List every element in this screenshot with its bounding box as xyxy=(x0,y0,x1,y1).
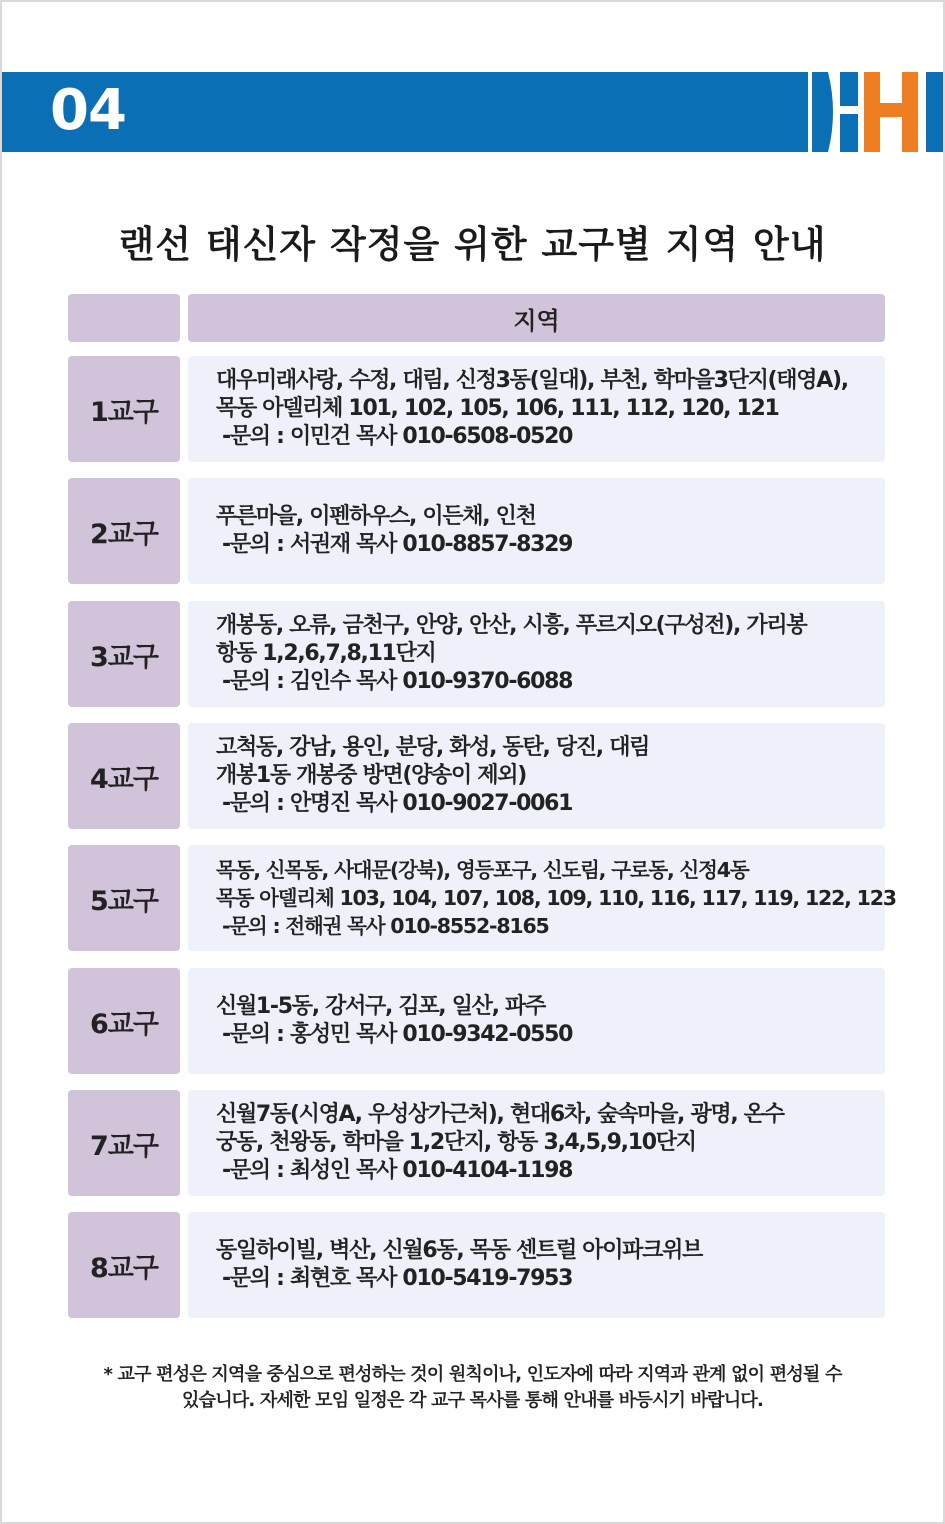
region-line: 궁동, 천왕동, 학마을 1,2단지, 항동 3,4,5,9,10단지 xyxy=(216,1130,696,1155)
region-line: 신월1-5동, 강서구, 김포, 일산, 파주 xyxy=(216,994,545,1019)
district-regions xyxy=(188,1212,885,1318)
region-line: 개봉동, 오류, 금천구, 안양, 안산, 시흥, 푸르지오(구성전), 가리봉 xyxy=(216,613,807,638)
page-number: 04 xyxy=(50,78,126,143)
contact-line: -문의 : 홍성민 목사 010-9342-0550 xyxy=(222,1022,573,1047)
district-regions xyxy=(188,845,896,951)
region-line: 신월7동(시영A, 우성상가근처), 현대6차, 숲속마을, 광명, 온수 xyxy=(216,1102,784,1127)
district-regions xyxy=(188,723,885,829)
contact-line: -문의 : 안명진 목사 010-9027-0061 xyxy=(222,791,573,816)
page-title: 랜선 태신자 작정을 위한 교구별 지역 안내 xyxy=(118,223,827,266)
contact-line: -문의 : 서권재 목사 010-8857-8329 xyxy=(222,532,573,557)
contact-line: -문의 : 최성인 목사 010-4104-1198 xyxy=(222,1158,573,1183)
district-regions xyxy=(188,356,885,462)
district-label: 4교구 xyxy=(68,723,180,829)
region-line: 동일하이빌, 벽산, 신월6동, 목동 센트럴 아이파크위브 xyxy=(216,1238,702,1263)
region-line: 고척동, 강남, 용인, 분당, 화성, 동탄, 당진, 대림 xyxy=(216,735,650,760)
footnote-line: 있습니다. 자세한 모임 일정은 각 교구 목사를 통해 안내를 바등시기 바랍니다. xyxy=(182,1390,763,1411)
header-bar xyxy=(2,72,943,152)
contact-line: -문의 : 김인수 목사 010-9370-6088 xyxy=(222,669,573,694)
table-header-region: 지역 xyxy=(188,294,885,342)
footnote xyxy=(2,1362,943,1414)
district-label: 5교구 xyxy=(68,845,180,951)
church-logo-icon xyxy=(804,72,943,152)
footnote-line: * 교구 편성은 지역을 중심으로 편성하는 것이 원칙이나, 인도자에 따라 지역과 관계 없이 편성될 수 xyxy=(103,1364,842,1385)
contact-line: -문의 : 최현호 목사 010-5419-7953 xyxy=(222,1266,573,1291)
district-label: 1교구 xyxy=(68,356,180,462)
region-line: 푸른마을, 이펜하우스, 이든채, 인천 xyxy=(216,504,536,529)
region-line: 목동, 신목동, 사대문(강북), 영등포구, 신도림, 구로동, 신정4동 xyxy=(216,858,749,882)
district-label: 7교구 xyxy=(68,1090,180,1196)
contact-line: -문의 : 전해권 목사 010-8552-8165 xyxy=(222,914,549,938)
district-regions xyxy=(188,1090,885,1196)
contact-line: -문의 : 이민건 목사 010-6508-0520 xyxy=(222,424,573,449)
region-line: 대우미래사랑, 수정, 대림, 신정3동(일대), 부천, 학마을3단지(태영A), xyxy=(216,368,848,393)
region-line: 개봉1동 개봉중 방면(양송이 제외) xyxy=(216,763,526,788)
district-label: 8교구 xyxy=(68,1212,180,1318)
district-label: 2교구 xyxy=(68,478,180,584)
district-label: 3교구 xyxy=(68,601,180,707)
district-regions xyxy=(188,601,885,707)
region-line: 목동 아델리체 101, 102, 105, 106, 111, 112, 120, 121 xyxy=(216,396,779,421)
district-label: 6교구 xyxy=(68,968,180,1074)
district-regions xyxy=(188,968,885,1074)
table-header-blank xyxy=(68,294,180,342)
region-line: 목동 아델리체 103, 104, 107, 108, 109, 110, 116, 117, 119, 122, 123 xyxy=(216,886,896,910)
region-line: 항동 1,2,6,7,8,11단지 xyxy=(216,641,436,666)
district-regions xyxy=(188,478,885,584)
